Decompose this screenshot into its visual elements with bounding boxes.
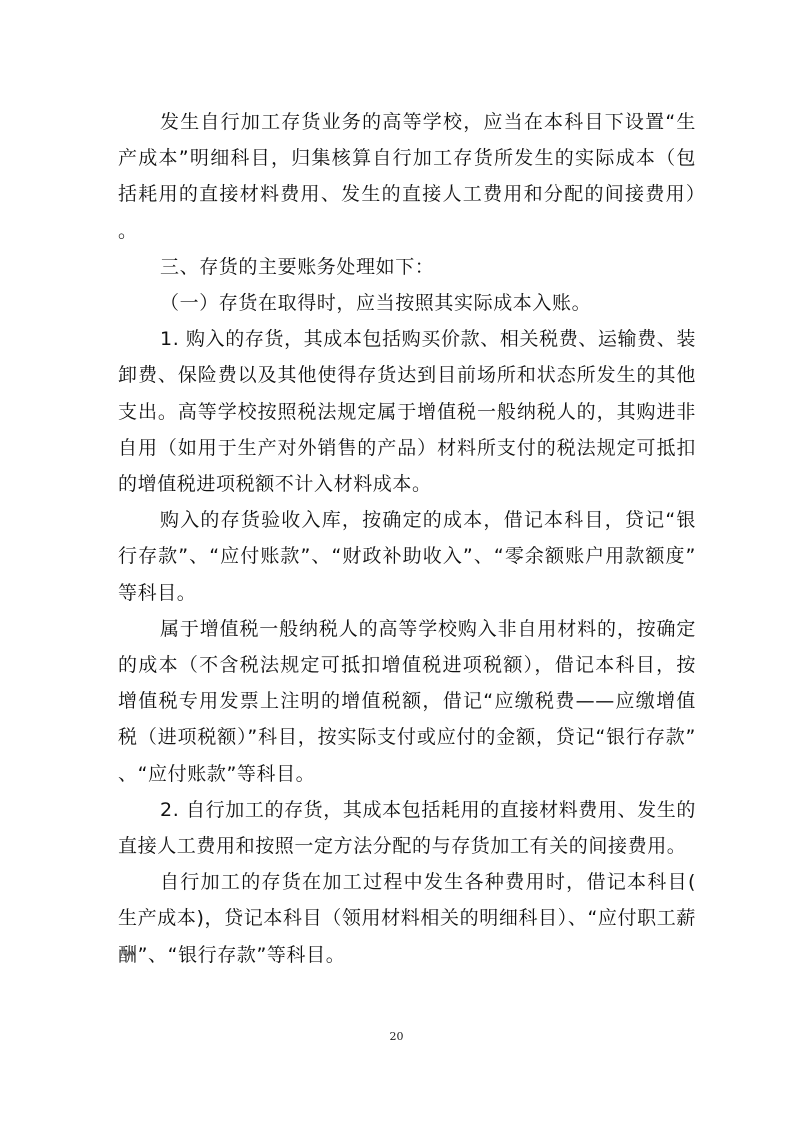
paragraph-vat-taxpayer-entry: 属于增值税一般纳税人的高等学校购入非自用材料的，按确定的成本（不含税法规定可抵扣增值税进项税额），借记本科目，按增值税专用发票上注明的增值税额，借记“应缴税费——应缴增值税（进项税额）”科目，按实际支付或应付的金额，贷记“银行存款”、“应付账款”等科目。 xyxy=(118,617,696,785)
paragraph-purchased-inventory-cost: 1. 购入的存货，其成本包括购买价款、相关税费、运输费、装卸费、保险费以及其他使得存货达到目前场所和状态所发生的其他支出。高等学校按照税法规定属于增值税一般纳税人的，其购进非自用（如用于生产对外销售的产品）材料所支付的税法规定可抵扣的增值税进项税额不计入材料成本。 xyxy=(118,328,696,496)
paragraph-production-cost: 发生自行加工存货业务的高等学校，应当在本科目下设置“生产成本”明细科目，归集核算自行加工存货所发生的实际成本（包括耗用的直接材料费用、发生的直接人工费用和分配的间接费用）。 xyxy=(118,111,696,242)
paragraph-purchase-entry: 购入的存货验收入库，按确定的成本，借记本科目，贷记“银行存款”、“应付账款”、“财政补助收入”、“零余额账户用款额度”等科目。 xyxy=(118,509,696,604)
page-number: 20 xyxy=(389,1030,404,1043)
section-heading-inventory-accounting: 三、存货的主要账务处理如下： xyxy=(160,255,435,278)
paragraph-self-processed-inventory: 2. 自行加工的存货，其成本包括耗用的直接材料费用、发生的直接人工费用和按照一定方法分配的与存货加工有关的间接费用。 xyxy=(118,798,696,858)
body-text xyxy=(118,104,696,973)
subsection-heading-acquisition: （一）存货在取得时，应当按照其实际成本入账。 xyxy=(160,292,592,315)
paragraph-processing-entry: 自行加工的存货在加工过程中发生各种费用时，借记本科目(生产成本)，贷记本科目（领用材料相关的明细科目）、“应付职工薪酬”、“银行存款”等科目。 xyxy=(118,871,696,966)
